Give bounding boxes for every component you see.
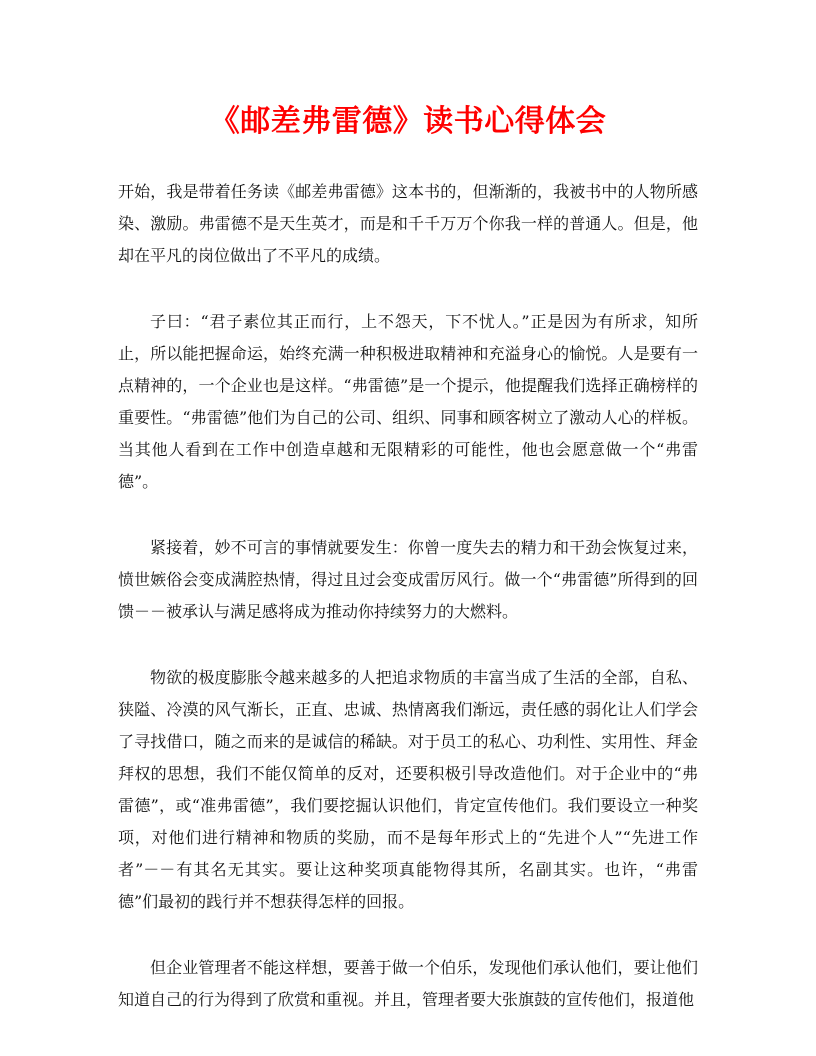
document-title: 《邮差弗雷德》读书心得体会 <box>209 104 607 139</box>
document-body <box>118 176 698 1050</box>
paragraph-confucius-quote: 子曰：“君子素位其正而行，上不怨天，下不忧人。”正是因为有所求，知所止，所以能把握命运，始终充满一种积极进取精神和充溢身心的愉悦。人是要有一点精神的，一个企业也是这样。“弗雷德”是一个提示，他提醒我们选择正确榜样的重要性。“弗雷德”他们为自己的公司、组织、同事和顾客树立了激动人心的样板。当其他人看到在工作中创造卓越和无限精彩的可能性，他也会愿意做一个“弗雷德”。 <box>118 312 698 491</box>
paragraph-management: 但企业管理者不能这样想，要善于做一个伯乐，发现他们承认他们，要让他们知道自己的行为得到了欣赏和重视。并且，管理者要大张旗鼓的宣传他们，报道他 <box>118 958 698 1009</box>
paragraph-wonderful-things: 紧接着，妙不可言的事情就要发生：你曾一度失去的精力和干劲会恢复过来，愤世嫉俗会变成满腔热情，得过且过会变成雷厉风行。做一个“弗雷德”所得到的回馈－－被承认与满足感将成为推动你持续努力的大燃料。 <box>118 538 698 621</box>
paragraph-material-desire: 物欲的极度膨胀令越来越多的人把追求物质的丰富当成了生活的全部，自私、狭隘、冷漠的风气渐长，正直、忠诚、热情离我们渐远，责任感的弱化让人们学会了寻找借口，随之而来的是诚信的稀缺。对于员工的私心、功利性、实用性、拜金拜权的思想，我们不能仅简单的反对，还要积极引导改造他们。对于企业中的“弗雷德”，或“准弗雷德”，我们要挖掘认识他们，肯定宣传他们。我们要设立一种奖项，对他们进行精神和物质的奖励，而不是每年形式上的“先进个人”“先进工作者”－－有其名无其实。要让这种奖项真能物得其所，名副其实。也许，“弗雷德”们最初的践行并不想获得怎样的回报。 <box>118 668 698 911</box>
paragraph-intro: 开始，我是带着任务读《邮差弗雷德》这本书的，但渐渐的，我被书中的人物所感染、激励。弗雷德不是天生英才，而是和千千万万个你我一样的普通人。但是，他却在平凡的岗位做出了不平凡的成绩。 <box>118 182 698 265</box>
